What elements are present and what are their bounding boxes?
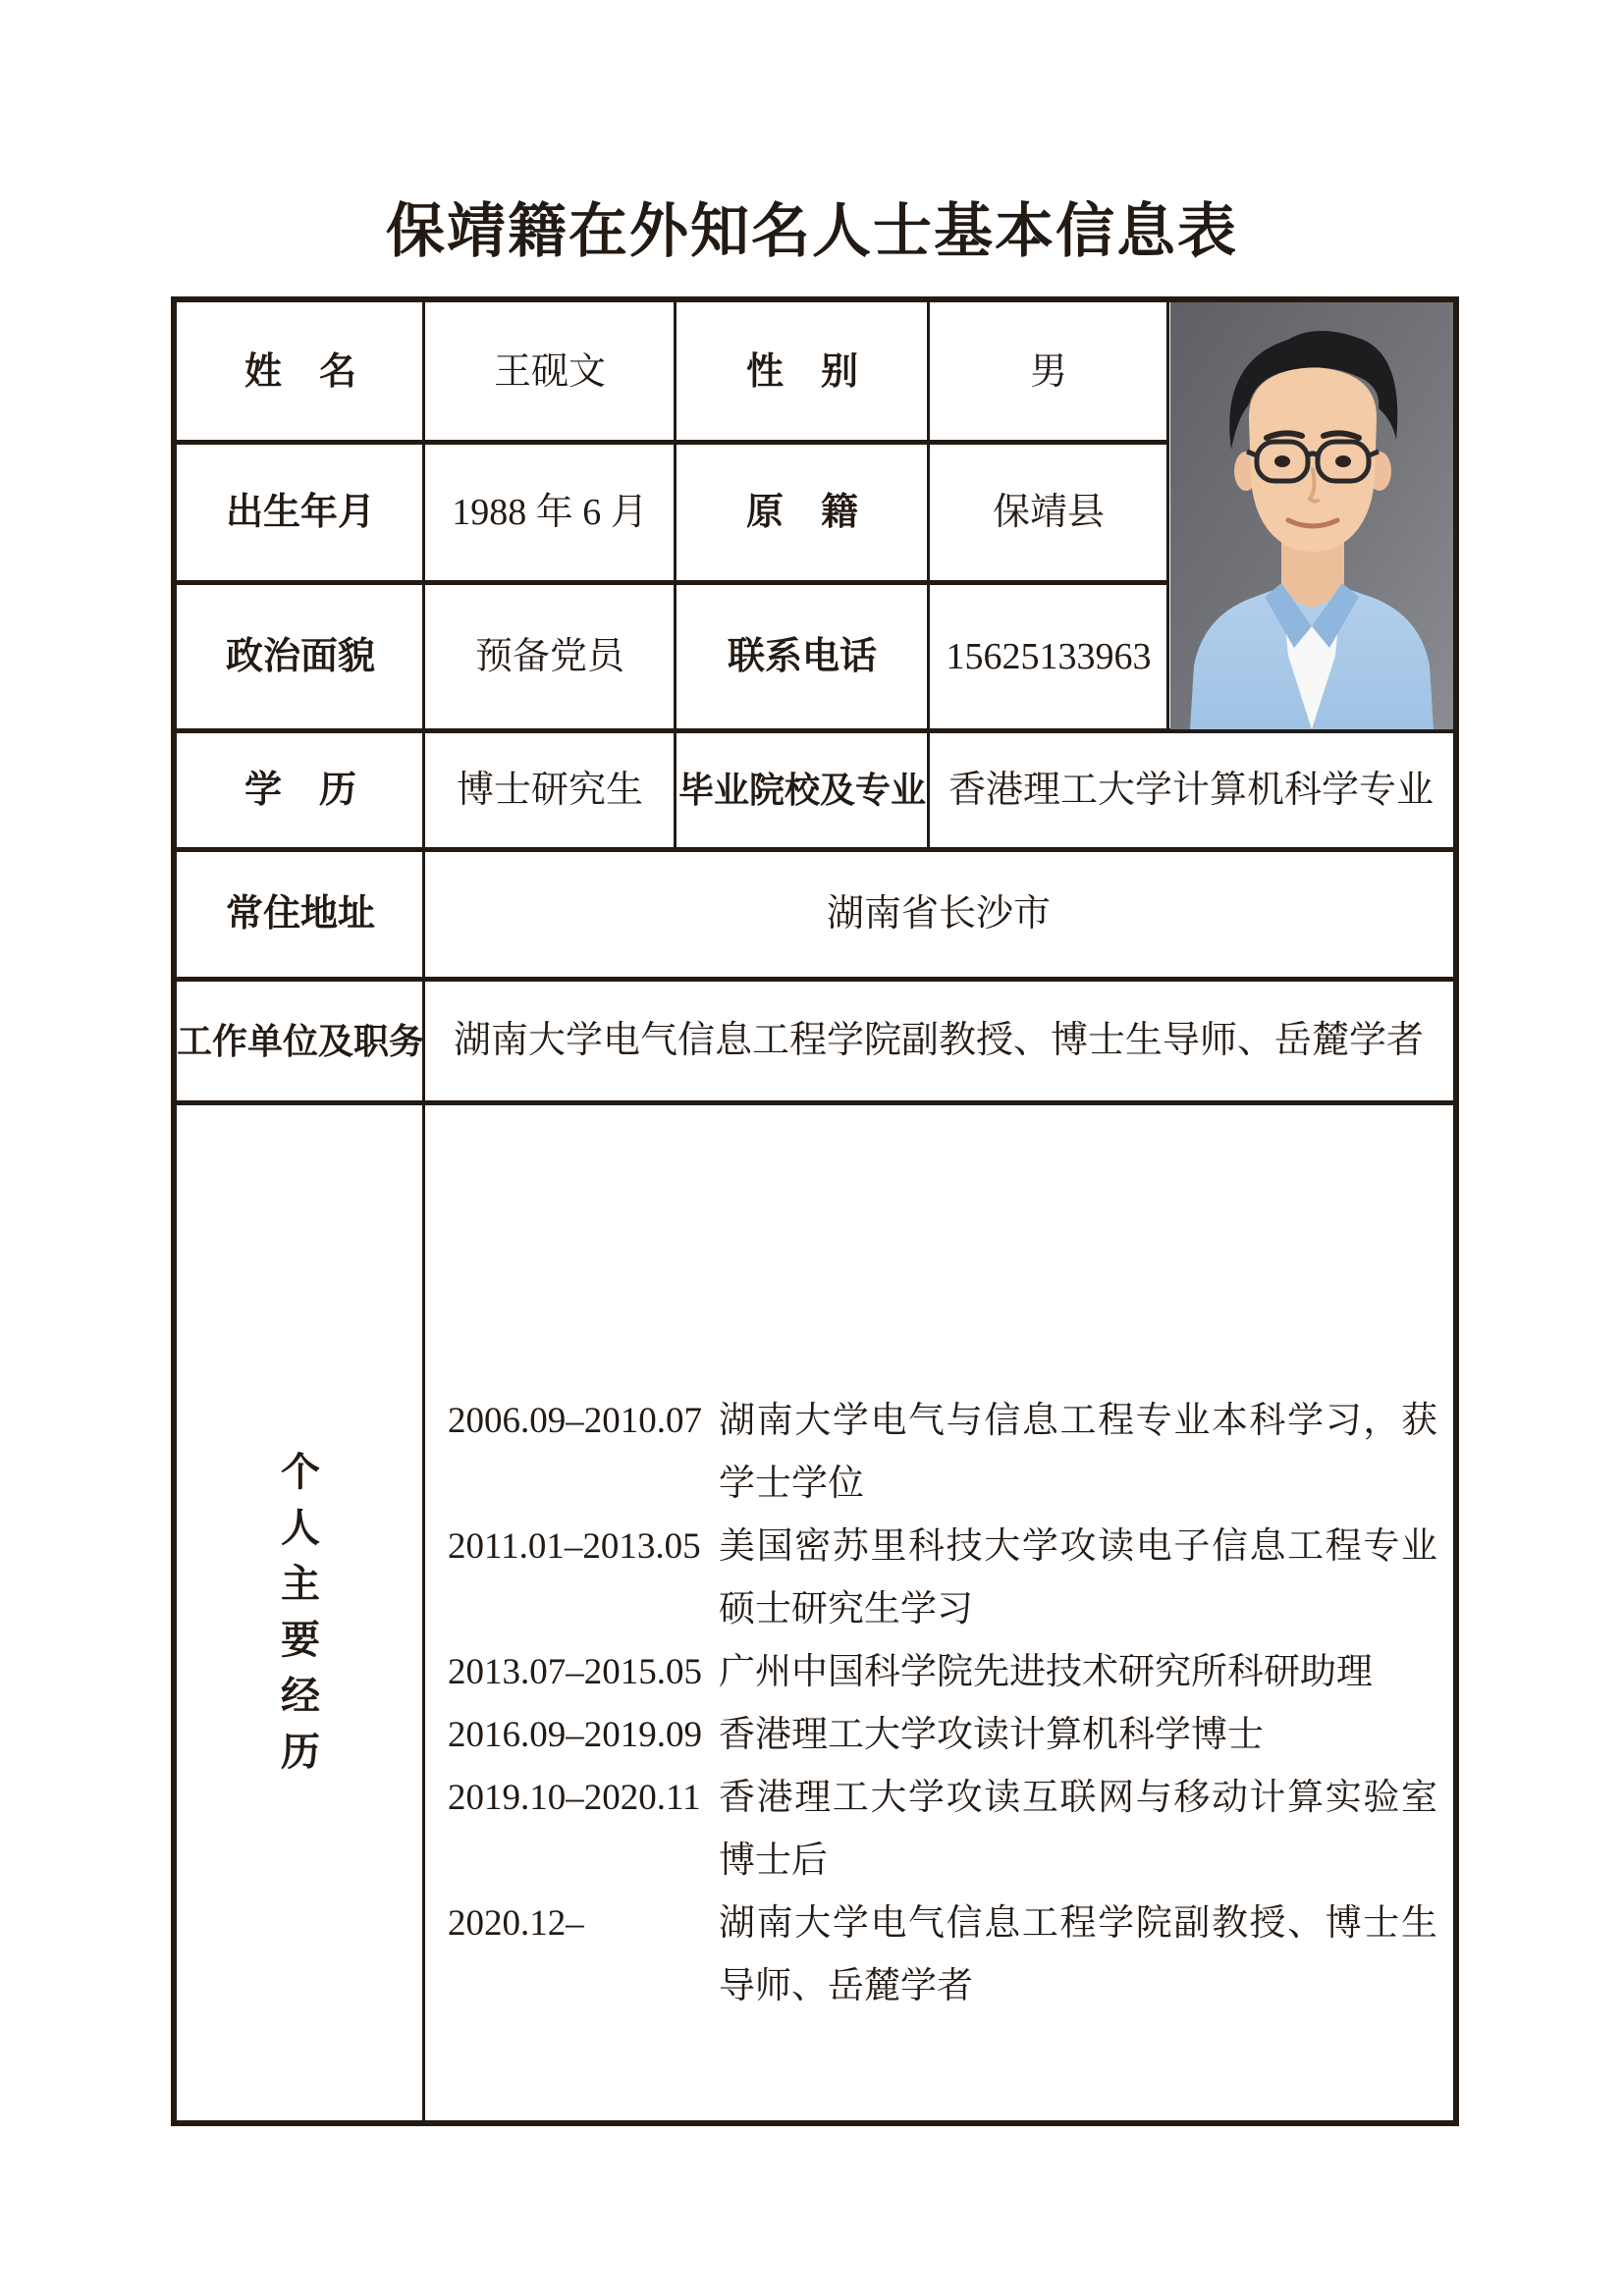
experience-label-char: 个 xyxy=(281,1450,320,1494)
experience-period: 2019.10–2020.11 xyxy=(448,1778,701,1818)
experience-entry xyxy=(448,1516,1437,1641)
experience-label xyxy=(177,1103,424,2120)
address-label: 常住地址 xyxy=(225,893,375,935)
work-unit-label: 工作单位及职务 xyxy=(177,1021,425,1061)
experience-desc: 湖南大学电气与信息工程专业本科学习，获学士学位 xyxy=(719,1401,1437,1504)
experience-label-char: 人 xyxy=(281,1506,320,1550)
experience-label-char: 历 xyxy=(281,1730,320,1774)
address-value: 湖南省长沙市 xyxy=(826,893,1051,935)
experience-desc: 香港理工大学攻读计算机科学博士 xyxy=(719,1715,1264,1755)
experience-desc: 美国密苏里科技大学攻读电子信息工程专业硕士研究生学习 xyxy=(719,1526,1437,1629)
birth-date-value: 1988 年 6 月 xyxy=(452,491,648,533)
experience-desc: 湖南大学电气信息工程学院副教授、博士生导师、岳麓学者 xyxy=(719,1903,1437,2006)
experience-period: 2016.09–2019.09 xyxy=(448,1715,702,1755)
experience-period: 2006.09–2010.07 xyxy=(448,1401,702,1441)
experience-desc: 广州中国科学院先进技术研究所科研助理 xyxy=(719,1652,1373,1692)
gender-value: 男 xyxy=(1029,350,1067,393)
experience-label-char: 要 xyxy=(281,1618,320,1662)
portrait-photo xyxy=(1170,302,1453,729)
experience-period: 2020.12– xyxy=(448,1903,584,1944)
experience-label-char: 主 xyxy=(281,1562,320,1606)
birth-date-label: 出生年月 xyxy=(225,491,375,533)
political-status-label: 政治面貌 xyxy=(225,635,375,677)
page-title: 保靖籍在外知名人士基本信息表 xyxy=(386,199,1238,264)
experience-entry xyxy=(448,1390,1437,1516)
experience-period: 2013.07–2015.05 xyxy=(448,1652,702,1692)
experience-entry xyxy=(448,1704,1437,1767)
experience-desc: 香港理工大学攻读互联网与移动计算实验室博士后 xyxy=(719,1778,1437,1881)
origin-label: 原 籍 xyxy=(745,491,858,533)
education-value: 博士研究生 xyxy=(456,769,643,811)
school-major-label: 毕业院校及专业 xyxy=(677,771,926,811)
experience-entry xyxy=(448,1893,1437,2018)
info-table xyxy=(171,296,1459,2126)
name-label: 姓 名 xyxy=(244,350,356,393)
phone-label: 联系电话 xyxy=(727,635,877,677)
experience-entry xyxy=(448,1641,1437,1704)
origin-value: 保靖县 xyxy=(992,491,1105,533)
political-status-value: 预备党员 xyxy=(474,635,624,677)
school-major-value: 香港理工大学计算机科学专业 xyxy=(947,769,1434,811)
experience-entry xyxy=(448,1767,1437,1893)
phone-value: 15625133963 xyxy=(946,635,1152,677)
portrait-photo-graphic xyxy=(1170,302,1453,729)
experience-label-char: 经 xyxy=(281,1674,320,1718)
gender-label: 性 别 xyxy=(745,350,858,393)
name-value: 王砚文 xyxy=(493,350,606,393)
experience-list xyxy=(424,1103,1453,2120)
work-unit-value: 湖南大学电气信息工程学院副教授、博士生导师、岳麓学者 xyxy=(453,1020,1424,1062)
education-label: 学 历 xyxy=(244,769,356,811)
experience-period: 2011.01–2013.05 xyxy=(448,1526,701,1567)
